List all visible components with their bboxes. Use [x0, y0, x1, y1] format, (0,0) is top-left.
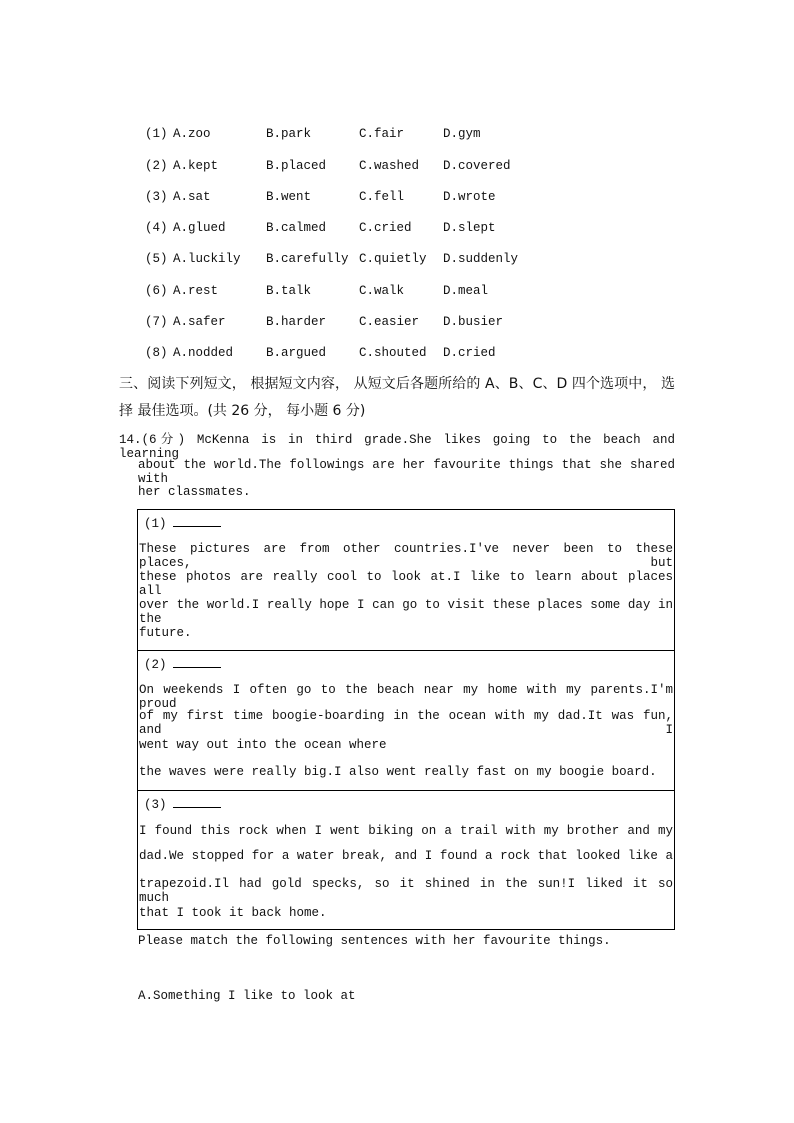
option-c: C.fell	[359, 190, 405, 204]
cell-text: trapezoid.Il had gold specks, so it shined in the sun!I liked it so much	[139, 877, 673, 905]
option-c: C.cried	[359, 221, 412, 235]
question-14-text: her classmates.	[138, 485, 251, 499]
question-14-text: 14.(6分) McKenna is in third grade.She likes going to the beach and learning	[119, 433, 675, 461]
option-b: B.argued	[266, 346, 327, 360]
section-heading: 三、阅读下列短文， 根据短文内容， 从短文后各题所给的 A、B、C、D 四个选项中， 选	[119, 376, 675, 392]
option-d: D.meal	[443, 284, 489, 298]
section-heading-cont: 择 最佳选项。(共 26 分， 每小题 6 分)	[119, 403, 366, 419]
cell-text: These pictures are from other countries.I've never been to these places, but	[139, 542, 673, 570]
option-d: D.suddenly	[443, 252, 519, 266]
option-b: B.calmed	[266, 221, 327, 235]
cell-label	[144, 795, 673, 812]
option-b: B.harder	[266, 315, 327, 329]
passage-cell-3	[138, 791, 674, 931]
question-number: (4)	[145, 221, 168, 235]
question-number: (2)	[145, 159, 168, 173]
question-number: (6)	[145, 284, 168, 298]
question-number: (5)	[145, 252, 168, 266]
option-a: A.luckily	[173, 252, 241, 266]
question-number: (7)	[145, 315, 168, 329]
answer-blank[interactable]	[173, 795, 221, 808]
cell-text: of my first time boogie-boarding in the ocean with my dad.It was fun, and I	[139, 709, 673, 737]
option-a: A.glued	[173, 221, 226, 235]
option-a: A.nodded	[173, 346, 234, 360]
answer-blank[interactable]	[173, 514, 221, 527]
cell-text: these photos are really cool to look at.I like to learn about places all	[139, 570, 673, 598]
option-d: D.cried	[443, 346, 496, 360]
passage-cell-1	[138, 510, 674, 651]
cell-text: the waves were really big.I also went really fast on my boogie board.	[139, 765, 657, 779]
question-number: (1)	[145, 127, 168, 141]
cell-label	[144, 514, 673, 531]
option-b: B.park	[266, 127, 312, 141]
option-a: A.zoo	[173, 127, 211, 141]
item-number: (1)	[144, 517, 167, 531]
option-d: D.covered	[443, 159, 511, 173]
option-c: C.washed	[359, 159, 420, 173]
option-d: D.wrote	[443, 190, 496, 204]
item-number: (3)	[144, 798, 167, 812]
option-b: B.went	[266, 190, 312, 204]
option-d: D.busier	[443, 315, 504, 329]
cell-label	[144, 655, 673, 672]
option-d: D.slept	[443, 221, 496, 235]
instruction-text: Please match the following sentences with her favourite things.	[138, 934, 611, 948]
passage-cell-2	[138, 651, 674, 791]
option-b: B.placed	[266, 159, 327, 173]
cell-text: I found this rock when I went biking on a trail with my brother and my	[139, 824, 673, 838]
cell-text: over the world.I really hope I can go to visit these places some day in the	[139, 598, 673, 626]
cell-text: On weekends I often go to the beach near my home with my parents.I'm proud	[139, 683, 673, 711]
question-number: (8)	[145, 346, 168, 360]
passage-table	[137, 509, 675, 930]
cell-text: future.	[139, 626, 192, 640]
option-a: A.sat	[173, 190, 211, 204]
option-c: C.shouted	[359, 346, 427, 360]
cell-text: went way out into the ocean where	[139, 738, 387, 752]
option-a: A.safer	[173, 315, 226, 329]
option-c: C.easier	[359, 315, 420, 329]
option-d: D.gym	[443, 127, 481, 141]
item-number: (2)	[144, 658, 167, 672]
option-a: A.kept	[173, 159, 219, 173]
question-number: (3)	[145, 190, 168, 204]
option-c: C.fair	[359, 127, 405, 141]
cell-text: dad.We stopped for a water break, and I found a rock that looked like a	[139, 849, 673, 863]
answer-blank[interactable]	[173, 655, 221, 668]
cell-text: that I took it back home.	[139, 906, 327, 920]
option-c: C.quietly	[359, 252, 427, 266]
option-b: B.carefully	[266, 252, 349, 266]
option-b: B.talk	[266, 284, 312, 298]
option-c: C.walk	[359, 284, 405, 298]
choice-a: A.Something I like to look at	[138, 989, 356, 1003]
option-a: A.rest	[173, 284, 219, 298]
question-14-text: about the world.The followings are her favourite things that she shared with	[138, 458, 675, 486]
